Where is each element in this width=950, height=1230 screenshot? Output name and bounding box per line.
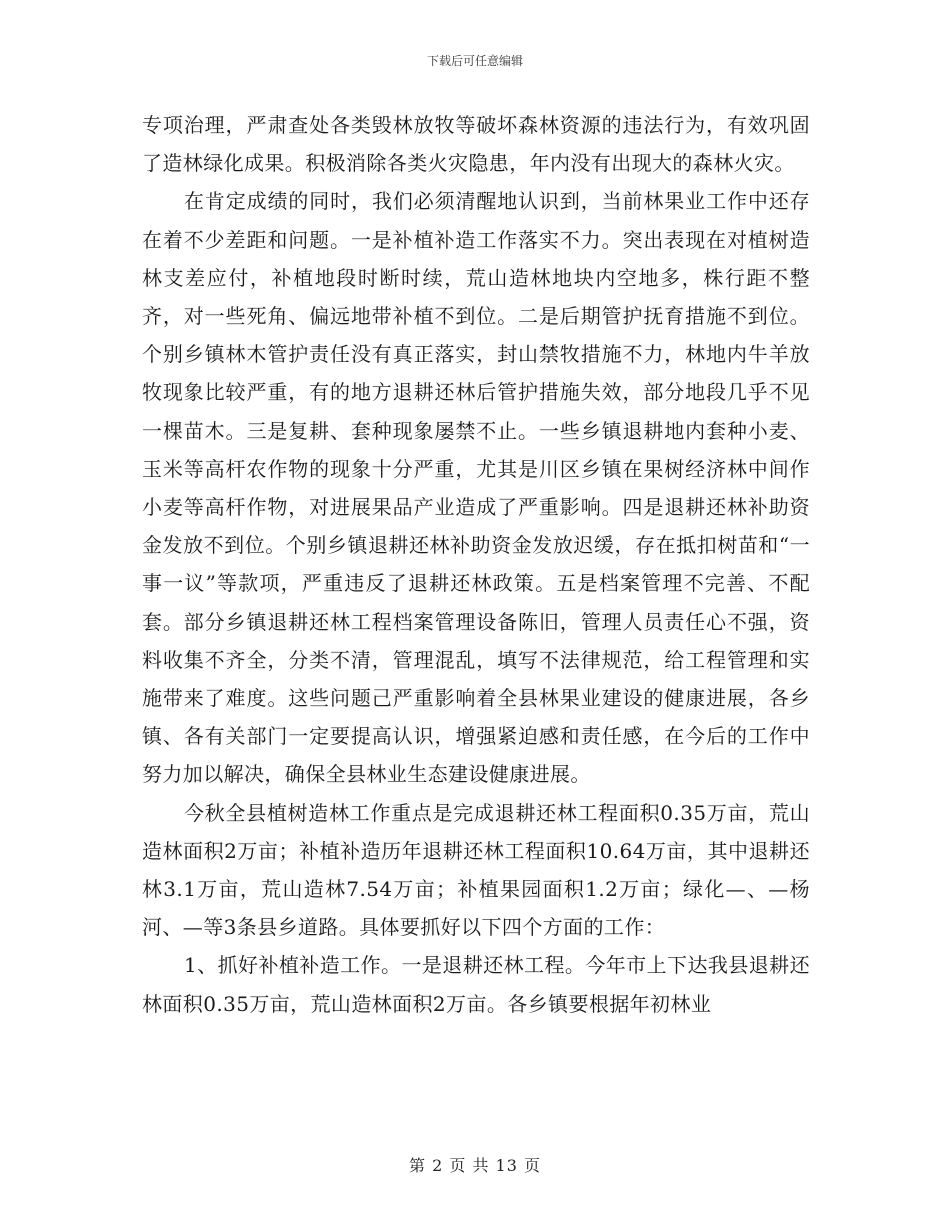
footer-mid: 页 共	[449, 1156, 490, 1175]
paragraph-4: 1、抓好补植补造工作。一是退耕还林工程。今年市上下达我县退耕还林面积0.35万亩，荒山造林面积2万亩。各乡镇要根据年初林业	[142, 953, 810, 1016]
page-footer	[0, 1153, 950, 1176]
paragraph-3: 今秋全县植树造林工作重点是完成退耕还林工程面积0.35万亩，荒山造林面积2万亩；补植补造历年退耕还林工程面积10.64万亩，其中退耕还林3.1万亩，荒山造林7.54万亩；补植果园面积1.2万亩；绿化—、—杨河、—等3条县乡道路。具体要抓好以下四个方面的工作：	[142, 800, 810, 940]
total-page-count: 13	[495, 1156, 518, 1175]
footer-prefix: 第	[408, 1156, 426, 1175]
page-header: 下载后可任意编辑	[426, 54, 523, 68]
footer-suffix: 页	[524, 1156, 542, 1175]
paragraph-1: 专项治理，严肃查处各类毁林放牧等破坏森林资源的违法行为，有效巩固了造林绿化成果。积极消除各类火灾隐患，年内没有出现大的森林火灾。	[142, 113, 810, 176]
paragraph-2: 在肯定成绩的同时，我们必须清醒地认识到，当前林果业工作中还存在着不少差距和问题。一是补植补造工作落实不力。突出表现在对植树造林支差应付，补植地段时断时续，荒山造林地块内空地多，株行距不整齐，对一些死角、偏远地带补植不到位。二是后期管护抚育措施不到位。个别乡镇林木管护责任没有真正落实，封山禁牧措施不力，林地内牛羊放牧现象比较严重，有的地方退耕还林后管护措施失效，部分地段几乎不见一棵苗木。三是复耕、套种现象屡禁不止。一些乡镇退耕地内套种小麦、玉米等高杆农作物的现象十分严重，尤其是川区乡镇在果树经济林中间作小麦等高杆作物，对进展果品产业造成了严重影响。四是退耕还林补助资金发放不到位。个别乡镇退耕还林补助资金发放迟缓，存在抵扣树苗和“一事一议”等款项，严重违反了退耕还林政策。五是档案管理不完善、不配套。部分乡镇退耕还林工程档案管理设备陈旧，管理人员责任心不强，资料收集不齐全，分类不清，管理混乱，填写不法律规范，给工程管理和实施带来了难度。这些问题己严重影响着全县林果业建设的健康进展，各乡镇、各有关部门一定要提高认识，增强紧迫感和责任感，在今后的工作中努力加以解决，确保全县林业生态建设健康进展。	[142, 189, 810, 787]
current-page-number: 2	[432, 1156, 444, 1175]
document-body	[142, 106, 810, 1023]
